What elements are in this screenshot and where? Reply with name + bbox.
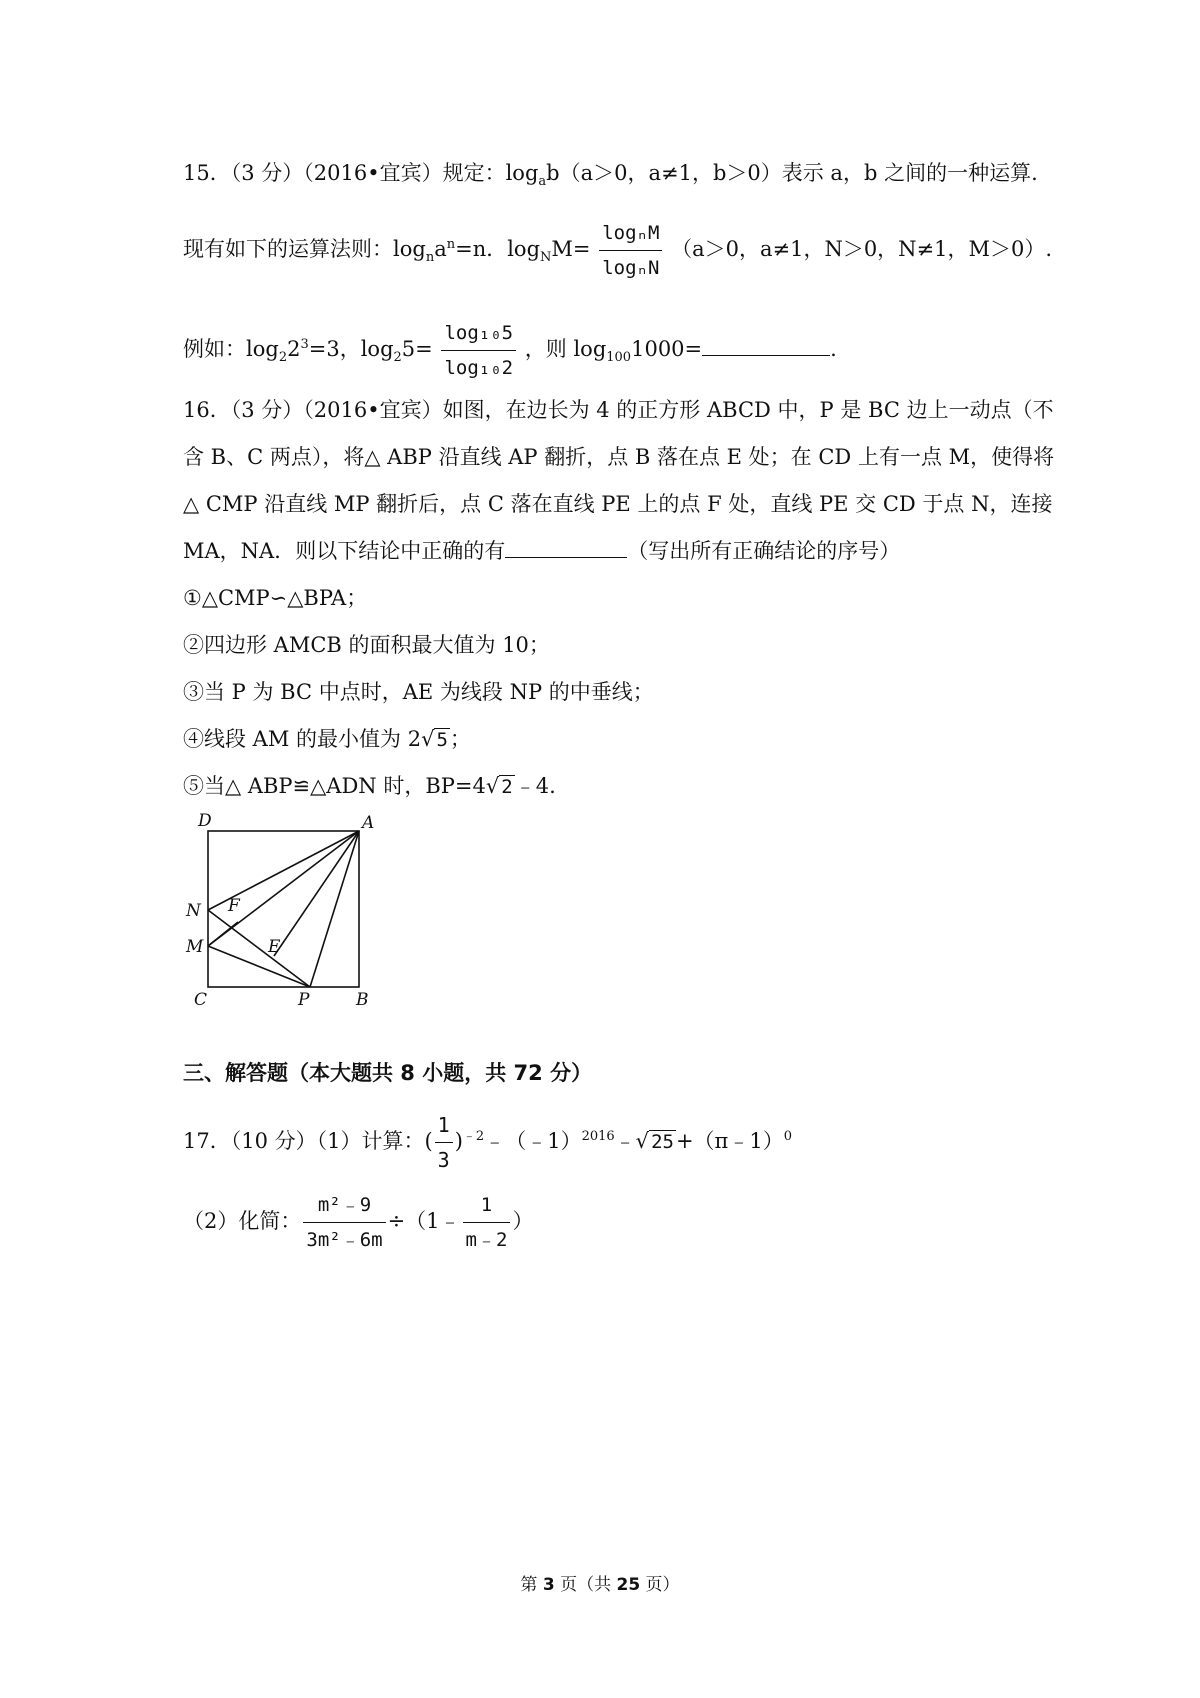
q16-item1: ①△CMP∽△BPA； [183,586,368,610]
label-e: E [268,937,281,957]
q16-line1: 16．（3 分）（2016•宜宾）如图，在边长为 4 的正方形 ABCD 中，P 是 BC 边上一动点（不 [183,398,1054,422]
q15-line1: 15．（3 分）（2016•宜宾）规定：$\log_ab(a>0$，a≠1，b＞0）表示 a，b 之间的一种运算. [183,161,1038,190]
q17-line2: （2）化简： $\frac{\text{m²﹣9}}{\text{3m²﹣6m}}$ ÷（1﹣ $\frac{1}{m﹣2}$ ） [183,1190,533,1255]
answer-blank-16[interactable] [505,537,627,558]
fraction-m: $\frac{\text{m²﹣9}}{\text{3m²﹣6m}}$ [303,1190,385,1255]
label-n: N [186,901,201,921]
label-c: C [194,990,208,1008]
label-a: A [362,813,375,833]
sqrt-2: √ 2 [485,774,513,798]
segment-ap [310,831,359,987]
q17-line1: 17．（10 分）（1）计算：( $\frac{1}{3}$ )$^{﹣2}$﹣（﹣1）$^{2016}$﹣√ 25+（π﹣1）$^0$ [183,1110,792,1175]
q16-item2: ②四边形 AMCB 的面积最大值为 10； [183,633,550,657]
q15-line2: 现有如下的运算法则：$\log_na^n=n$．$\log_NM=$ $\frac{\text{logₙM}}{\text{logₙN}}$ （a＞0，a≠1，N＞0，N≠1，M＞0）. [183,218,1052,283]
q16-item3: ③当 P 为 BC 中点时，AE 为线段 NP 的中垂线； [183,680,654,704]
segment-ae [274,831,359,956]
geometry-figure [180,808,380,1008]
sqrt-25: √ 25 [635,1129,674,1153]
fraction-one-over-m-minus-2: $\frac{1}{m﹣2}$ [463,1190,511,1255]
answer-blank-15[interactable] [702,335,830,356]
q16-line2: 含 B、C 两点），将△ ABP 沿直线 AP 翻折，点 B 落在点 E 处；在 CD 上有一点 M，使得将 [183,445,1055,469]
q16-line3: △ CMP 沿直线 MP 翻折后，点 C 落在直线 PE 上的点 F 处，直线 PE 交 CD 于点 N，连接 [183,492,1053,516]
section-heading: 三、解答题（本大题共 8 小题，共 72 分） [183,1061,593,1085]
q16-item4: ④线段 AM 的最小值为 2√ 5； [183,724,471,755]
segment-np [208,910,310,987]
q15-line3: 例如：$\log_22^3=3$，$\log_25=$ $\frac{\text{log₁₀5}}{\text{log₁₀2}}$ ，则 $\log_{100}1000=$ . [183,318,837,383]
fraction-one-third: $\frac{1}{3}$ [435,1110,453,1175]
q16-line4: MA，NA．则以下结论中正确的有 （写出所有正确结论的序号） [183,539,901,563]
label-p: P [298,990,310,1008]
label-d: D [198,811,212,831]
sqrt-5: √ 5 [421,727,448,751]
log-fraction-mn: $\frac{\text{logₙM}}{\text{logₙN}}$ [599,218,662,283]
page-total: 25 [616,1575,641,1595]
log-fraction-10: $\frac{\text{log₁₀5}}{\text{log₁₀2}}$ [441,318,516,383]
label-f: F [228,896,240,916]
label-m: M [186,937,204,957]
page-number: 3 [542,1575,555,1595]
segment-mf [208,922,238,946]
page-footer: 第 3 页（共 25 页） [520,1575,680,1595]
segment-mp [208,946,310,987]
label-b: B [356,990,369,1008]
q16-item5: ⑤当△ ABP≌△ADN 时，BP=4√ 2﹣4. [183,771,556,802]
